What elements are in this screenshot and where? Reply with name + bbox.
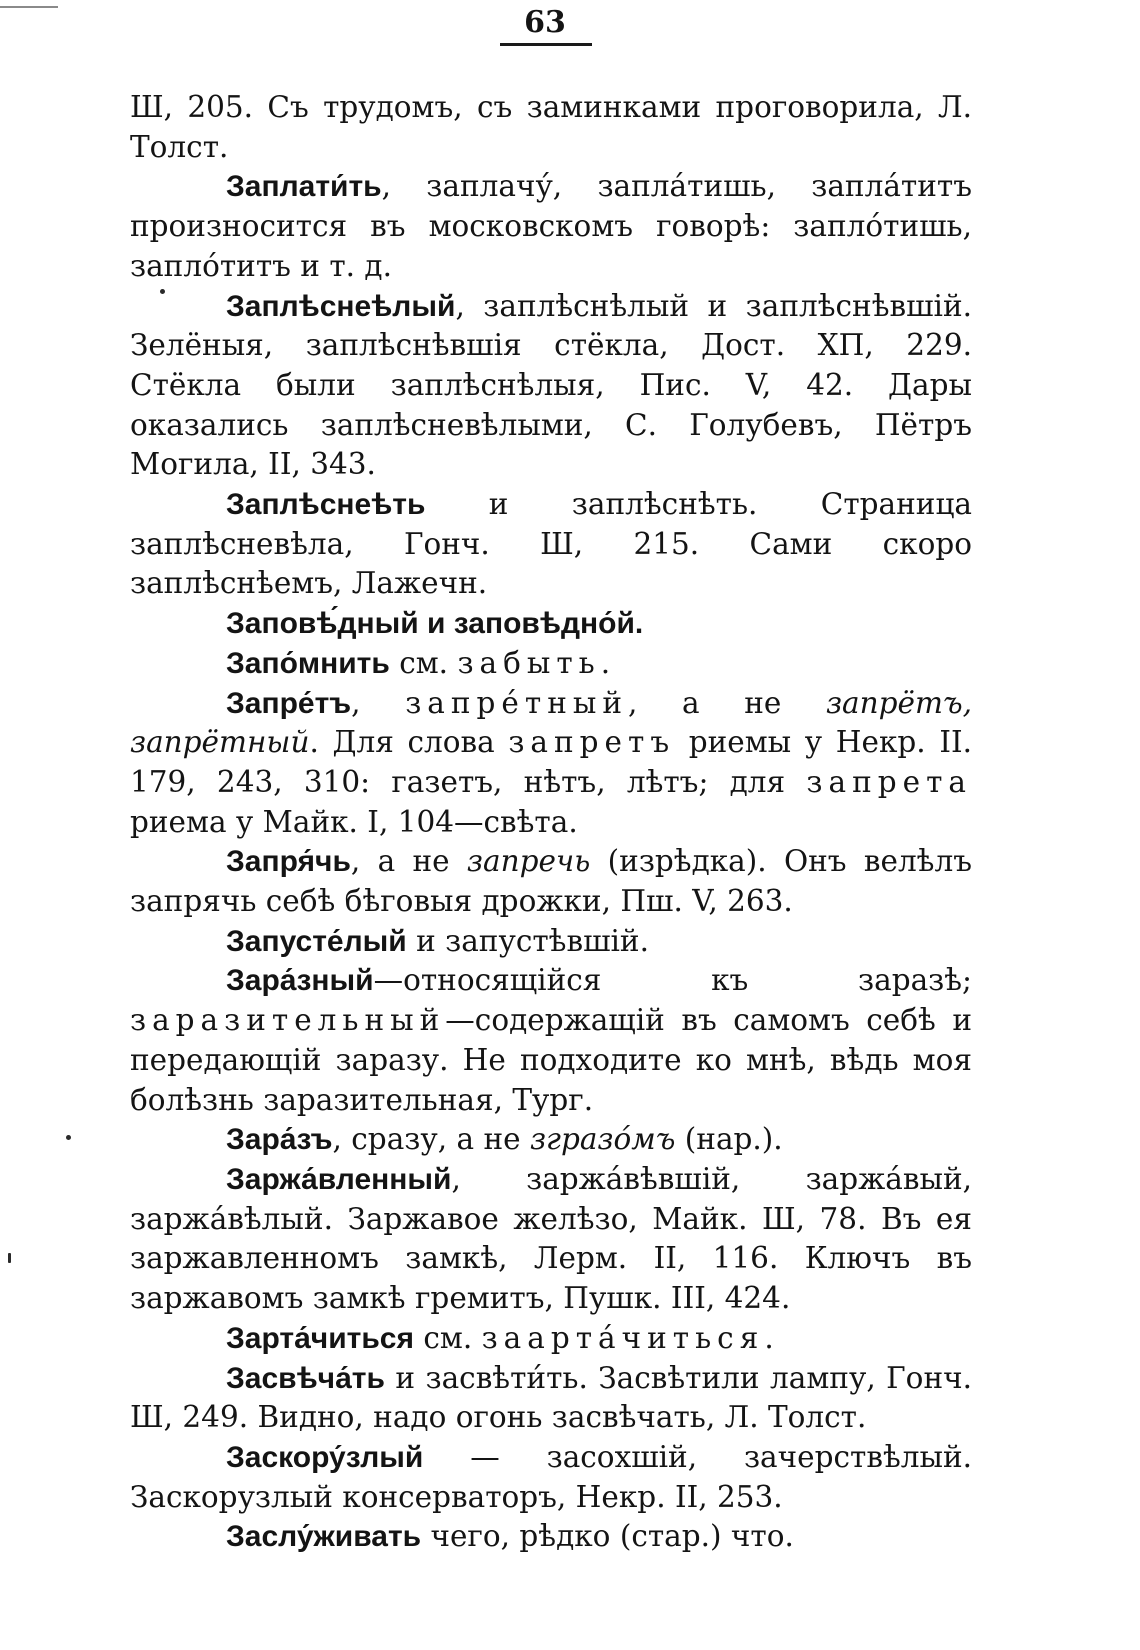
scan-corner-mark [0,6,58,8]
entry-zapomnit [130,644,972,684]
incorrect-form: запречь [466,844,591,879]
entry-headword: Заржа́вленный [226,1162,452,1196]
spaced-word: запретъ [508,725,676,760]
entry-text: —относящійся къ заразѣ; [373,963,972,998]
entry-text: чего, рѣдко (стар.) что. [421,1519,794,1554]
entry-text: и запустѣвшій. [406,923,649,958]
entry-text: . Для слова [309,725,509,760]
entry-headword: Запо́мнить [226,646,390,680]
entry-text: , заплачу́, запла́тишь, запла́титъ произносится въ московскомъ говорѣ: запло́тишь, запло́титъ и т. д. [130,169,972,283]
entry-headword: Зара́зъ [226,1123,333,1157]
entry-text: — засохшій, зачерствѣлый. Заскорузлый консерваторъ, Некр. II, 253. [130,1439,972,1514]
entry-zaraz [130,1120,972,1160]
entry-text: риема у Майк. I, 104—свѣта. [130,804,578,839]
entry-headword: Заслу́живать [226,1520,422,1554]
entry-headword: Заповѣ́дный и заповѣдно́й. [226,607,644,641]
entry-headword: Запусте́лый [226,924,407,958]
entry-zasluzhivat [130,1517,972,1557]
entry-zarzhavlennyi [130,1160,972,1319]
entry-headword: Зарта́читься [226,1321,414,1355]
entry-zaplesnevelyi [130,287,972,486]
entry-zapovednyi [130,604,972,644]
entry-zasvechat [130,1359,972,1438]
entry-zaplatit [130,167,972,286]
entry-zapret [130,684,972,843]
incorrect-form: згразо́мъ [529,1122,676,1157]
entry-text: см. [389,645,458,680]
speck-mark [66,1135,71,1140]
entry-text: —содержащій въ самомъ себѣ и передающій заразу. Не подходите ко мнѣ, вѣдь моя болѣзнь заразительная, Тург. [130,1003,972,1117]
page-number-rule [500,43,592,46]
entry-headword: Засвѣча́ть [226,1361,385,1395]
page-number: 63 [524,5,566,40]
entry-text: , заплѣснѣлый и заплѣснѣвшій. Зелёныя, заплѣснѣвшія стёкла, Дост. ХП, 229. Стёкла были заплѣснѣлыя, Пис. V, 42. Дары оказались заплѣсневѣлыми, С. Голубевъ, Пётръ Могила, II, 343. [130,288,972,482]
entry-text: и засвѣти́ть. Засвѣтили лампу, Гонч. Ш, 249. Видно, надо огонь засвѣчать, Л. Толст. [130,1360,972,1435]
entry-zaraznyi [130,961,972,1120]
entry-headword: Заплати́ть [226,170,382,204]
entry-text: и заплѣснѣть. Страница заплѣсневѣла, Гонч. Ш, 215. Сами скоро заплѣснѣемъ, Лажечн. [130,487,972,601]
cross-reference: забыть [457,645,601,680]
entry-text: , а не [350,844,467,879]
entry-headword: Запря́чь [226,845,351,879]
entry-text: . [600,645,611,680]
entry-text: (нар.). [675,1122,783,1157]
entry-headword: Заскору́злый [226,1440,424,1474]
spaced-word: заразительный [130,1003,446,1038]
spaced-word: запрета [806,764,972,799]
entry-text: см. [413,1320,482,1355]
entry-headword: Заплѣснеѣлый [226,289,456,323]
incorrect-form: запрётъ, запрётный [130,685,972,760]
entry-zapustelyi [130,922,972,962]
entry-text: , а не [628,685,826,720]
entry-zartachitsya [130,1319,972,1359]
entry-zaplesnevet [130,485,972,604]
entry-zapryach [130,842,972,921]
entry-text: , сразу, а не [332,1122,530,1157]
entry-headword: Запре́тъ [226,686,352,720]
entry-text: , [351,685,406,720]
entry-text: (изрѣдка). Онъ велѣлъ запрячь себѣ бѣговыя дрожки, Пш. V, 263. [130,844,972,919]
continued-entry [130,88,972,167]
dictionary-body [130,88,972,1557]
entry-text: . [764,1320,774,1355]
speck-mark [8,1253,11,1263]
entry-text: , заржа́вѣвшій, заржа́вый, заржа́вѣлый. Заржавое желѣзо, Майк. Ш, 78. Въ ея заржавленномъ замкѣ, Лерм. II, 116. Ключъ въ заржавомъ замкѣ гремитъ, Пушк. III, 424. [130,1161,972,1316]
entry-zaskoruzlyi [130,1438,972,1517]
cross-reference: заарта́читься [481,1320,765,1355]
entry-text: Ш, 205. Съ трудомъ, съ заминками проговорила, Л. Толст. [130,90,972,164]
entry-headword: Заплѣснеѣть [226,488,426,522]
entry-headword: Зара́зный [226,964,374,998]
entry-text: риемы у Некр. II. 179, 243, 310: газетъ, нѣтъ, лѣтъ; для [130,725,972,799]
spaced-word: запре́тный [405,685,628,720]
